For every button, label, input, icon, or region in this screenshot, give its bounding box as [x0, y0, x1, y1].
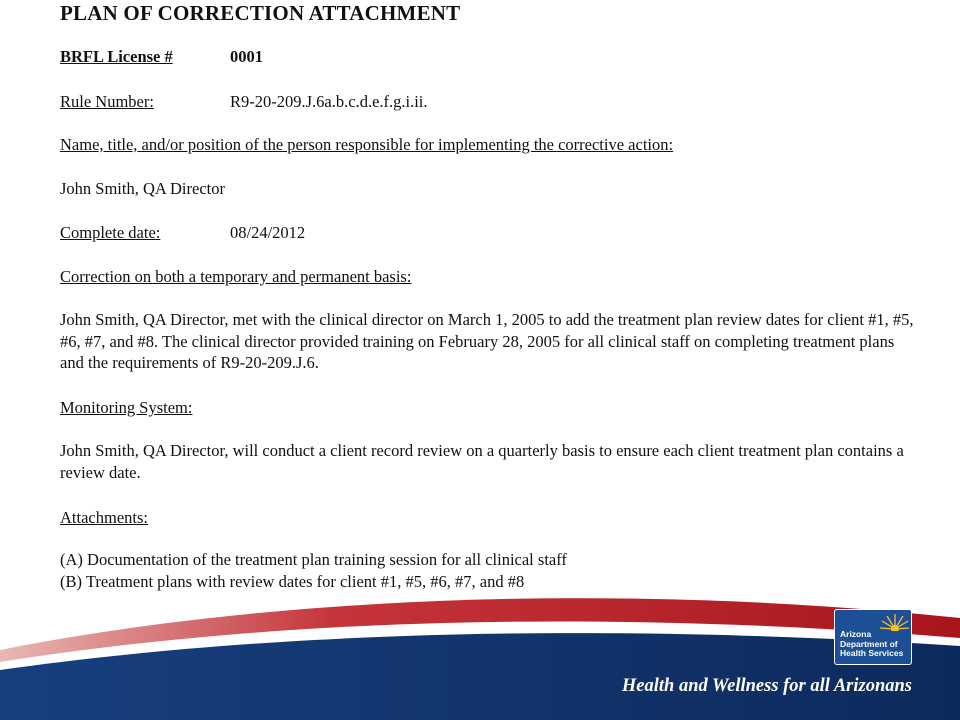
azdhs-logo: [834, 609, 912, 665]
responsible-heading: Name, title, and/or position of the person responsible for implementing the corrective action:: [60, 135, 674, 154]
license-label: BRFL License #: [60, 47, 173, 66]
complete-date-value: 08/24/2012: [230, 223, 306, 242]
attachment-a: (A) Documentation of the treatment plan training session for all clinical staff: [60, 550, 567, 569]
attachment-b: (B) Treatment plans with review dates for client #1, #5, #6, #7, and #8: [60, 572, 525, 591]
attachments-heading: Attachments:: [60, 508, 148, 527]
footer-swoosh-banner: [0, 580, 960, 720]
license-value: 0001: [230, 47, 263, 66]
complete-date-label: Complete date:: [60, 223, 161, 242]
rule-label: Rule Number:: [60, 92, 154, 111]
sun-icon: [865, 613, 909, 631]
footer-tagline: Health and Wellness for all Arizonans: [621, 676, 912, 696]
monitoring-text: John Smith, QA Director, will conduct a client record review on a quarterly basis to ensure each client treatment plan contains a review date.: [60, 441, 904, 482]
correction-text: John Smith, QA Director, met with the clinical director on March 1, 2005 to add the treatment plan review dates for client #1, #5, #6, #7, and #8. The clinical director provided training on February 28, 2005 for all clinical staff on completing treatment plans and the requirements of R9-20-209.J.6.: [60, 310, 914, 372]
responsible-value: John Smith, QA Director: [60, 179, 225, 198]
monitoring-heading: Monitoring System:: [60, 398, 193, 417]
correction-heading: Correction on both a temporary and permanent basis:: [60, 267, 412, 286]
logo-text: Arizona Department of Health Services: [840, 629, 904, 658]
rule-value: R9-20-209.J.6a.b.c.d.e.f.g.i.ii.: [230, 92, 428, 111]
document-title: PLAN OF CORRECTION ATTACHMENT: [60, 1, 461, 25]
